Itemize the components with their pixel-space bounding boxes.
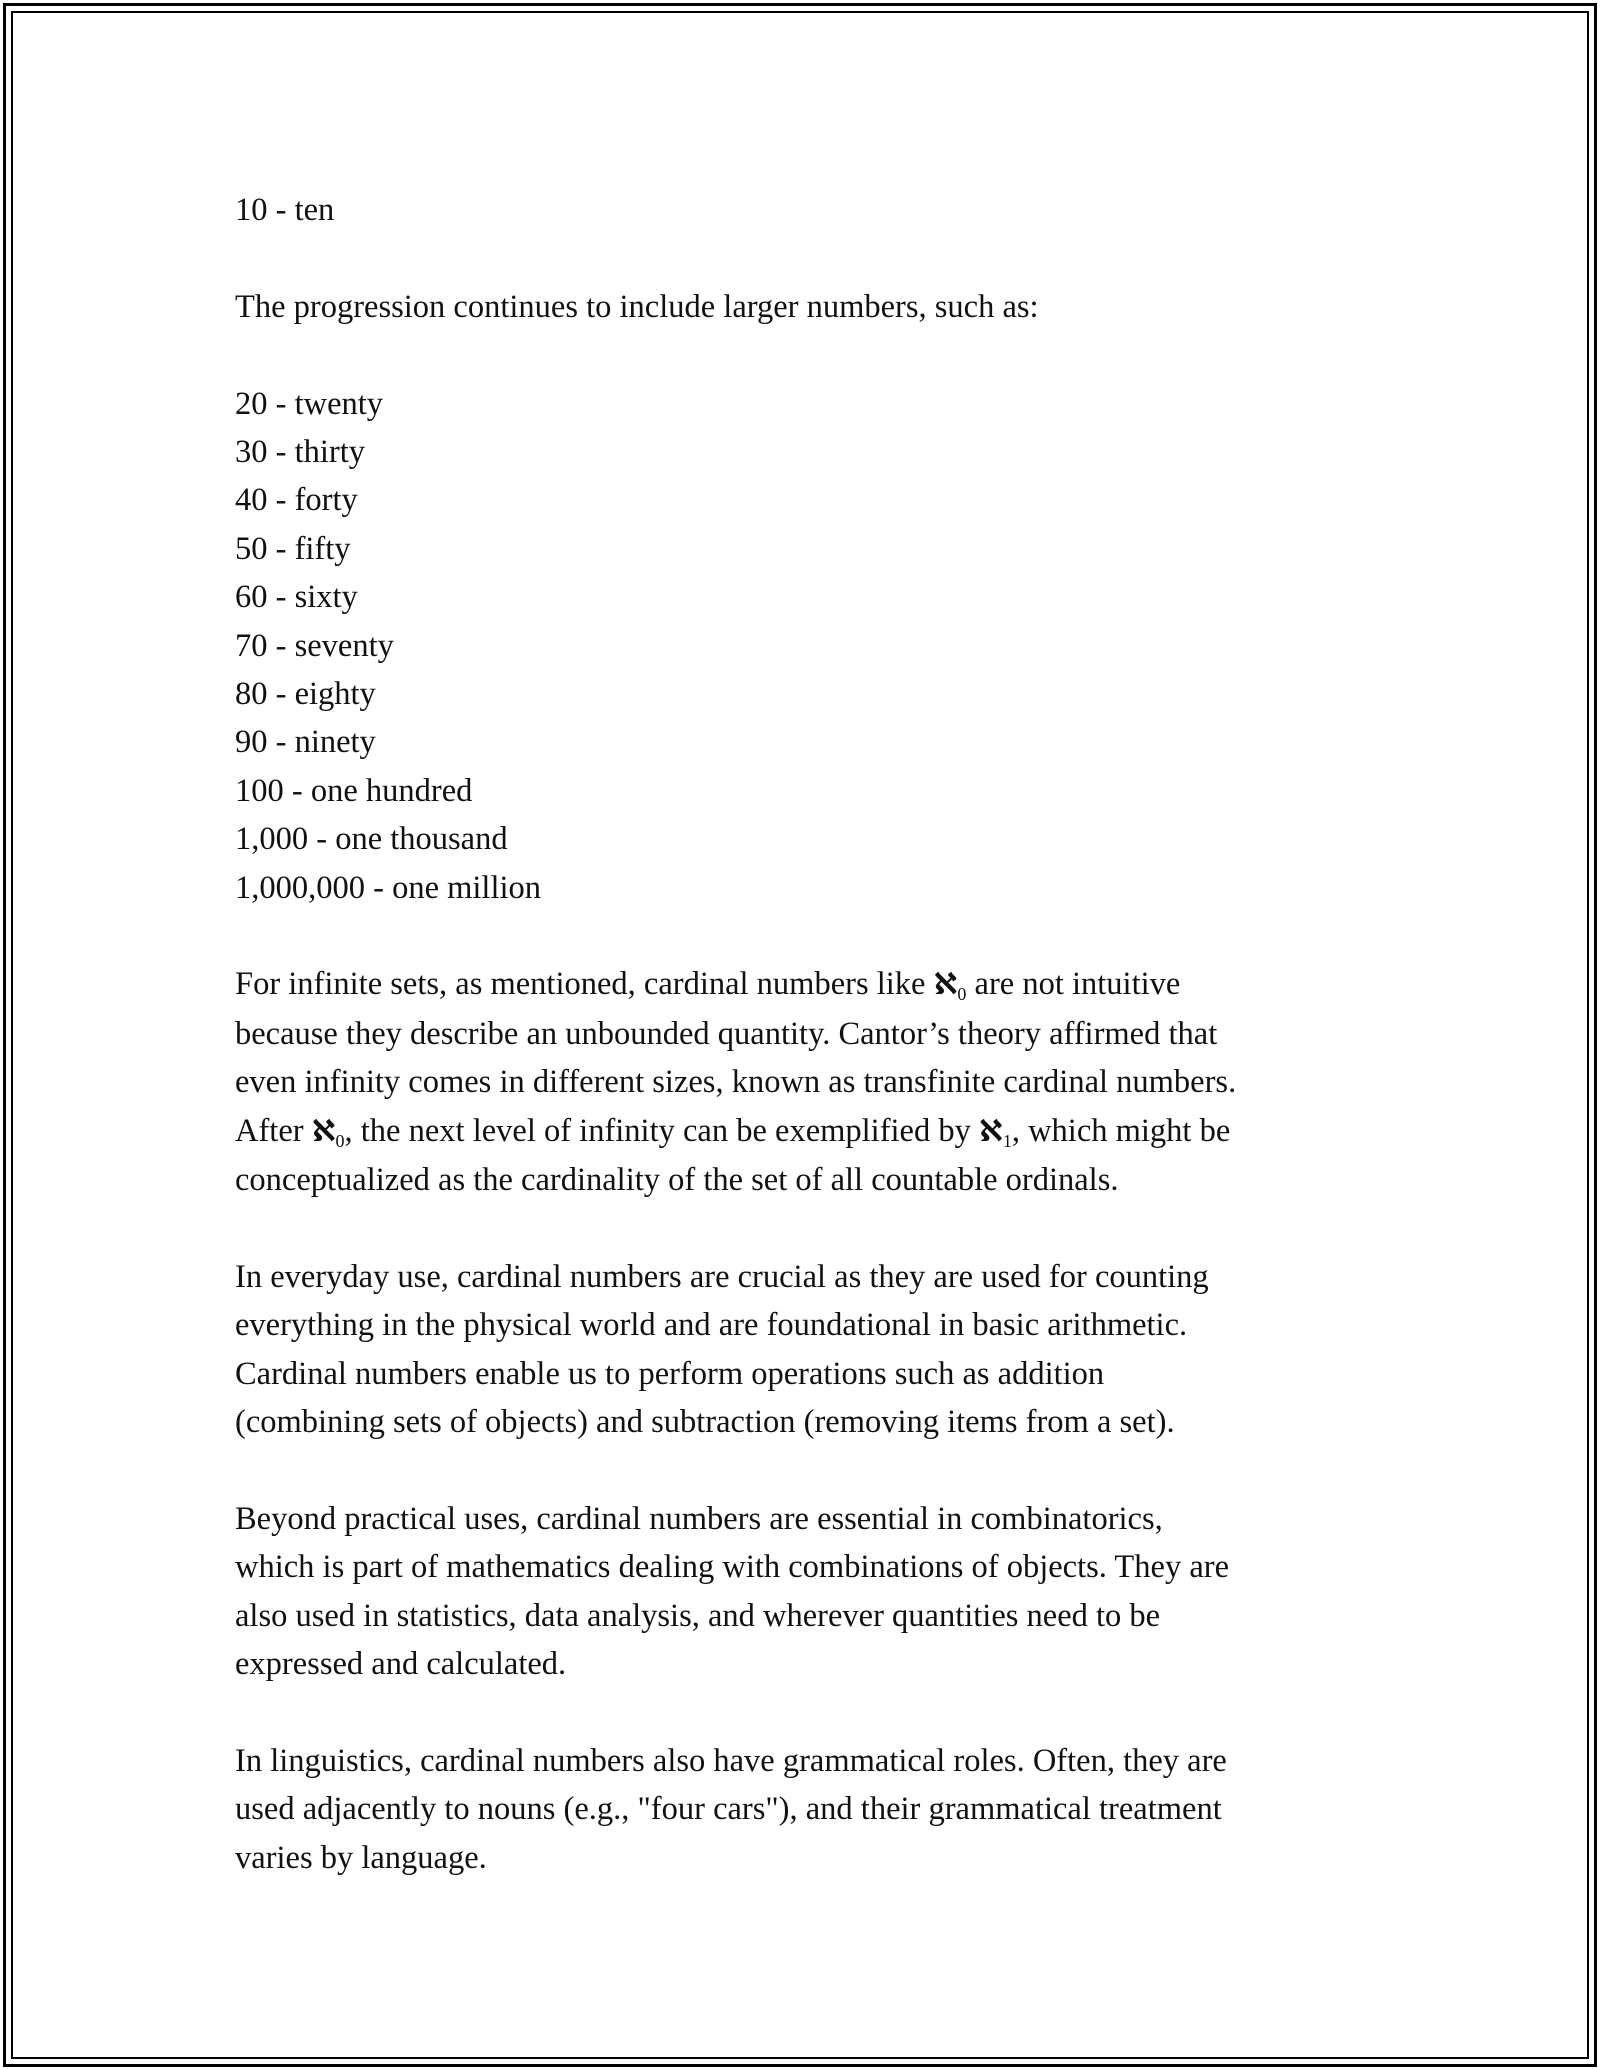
text-run: , the next level of infinity can be exemplified by — [344, 1112, 979, 1149]
paragraph-line: In linguistics, cardinal numbers also have grammatical roles. Often, they are — [235, 1742, 1227, 1779]
list-item: 20 - twenty — [235, 385, 384, 422]
paragraph-line: because they describe an unbounded quantity. Cantor’s theory affirmed that — [235, 1015, 1218, 1052]
progression-intro: The progression continues to include larger numbers, such as: — [235, 288, 1039, 325]
list-item: 1,000,000 - one million — [235, 869, 542, 906]
linguistics-paragraph — [235, 1737, 1375, 1882]
aleph-symbol: ℵ — [933, 967, 958, 1003]
paragraph-line: Cardinal numbers enable us to perform operations such as addition — [235, 1355, 1105, 1392]
paragraph-line: varies by language. — [235, 1839, 487, 1876]
list-item: 100 - one hundred — [235, 772, 473, 809]
list-item: 60 - sixty — [235, 579, 358, 616]
subscript-zero: 0 — [335, 1130, 345, 1151]
intro-line: 10 - ten — [235, 192, 335, 228]
paragraph-line: conceptualized as the cardinality of the set of all countable ordinals. — [235, 1162, 1119, 1199]
list-item: 30 - thirty — [235, 434, 365, 470]
paragraph-line: also used in statistics, data analysis, and wherever quantities need to be — [235, 1597, 1161, 1634]
aleph-symbol: ℵ — [978, 1113, 1003, 1149]
paragraph-line: Beyond practical uses, cardinal numbers are essential in combinatorics, — [235, 1500, 1163, 1537]
document-page — [235, 186, 1375, 1882]
paragraph-line: used adjacently to nouns (e.g., "four cars"), and their grammatical treatment — [235, 1791, 1222, 1828]
aleph-symbol: ℵ — [311, 1113, 336, 1149]
paragraph-line: (combining sets of objects) and subtraction (removing items from a set). — [235, 1404, 1175, 1441]
paragraph-line: which is part of mathematics dealing with combinations of objects. They are — [235, 1549, 1229, 1586]
paragraph-spacer — [235, 1204, 1375, 1252]
paragraph-line: even infinity comes in different sizes, known as transfinite cardinal numbers. — [235, 1064, 1237, 1101]
text-run: , which might be — [1011, 1112, 1231, 1149]
list-item: 50 - fifty — [235, 530, 351, 567]
text-run: For infinite sets, as mentioned, cardinal numbers like — [235, 966, 934, 1003]
list-item: 40 - forty — [235, 482, 358, 519]
text-run: After — [235, 1112, 312, 1149]
list-item: 90 - ninety — [235, 724, 376, 761]
number-list — [235, 380, 1375, 912]
paragraph-line: expressed and calculated. — [235, 1646, 567, 1683]
list-item: 70 - seventy — [235, 627, 394, 664]
paragraph-spacer — [235, 1447, 1375, 1495]
paragraph-line — [235, 1107, 1375, 1156]
paragraph-spacer — [235, 331, 1375, 379]
paragraph-line: In everyday use, cardinal numbers are crucial as they are used for counting — [235, 1258, 1209, 1295]
list-item: 1,000 - one thousand — [235, 821, 508, 858]
text-run: are not intuitive — [966, 966, 1181, 1003]
paragraph-line — [235, 960, 1375, 1009]
subscript-zero: 0 — [957, 984, 967, 1005]
infinite-sets-paragraph — [235, 960, 1375, 1204]
everyday-use-paragraph — [235, 1253, 1375, 1447]
paragraph-spacer — [235, 912, 1375, 960]
list-item: 80 - eighty — [235, 676, 376, 713]
paragraph-line: everything in the physical world and are foundational in basic arithmetic. — [235, 1307, 1188, 1344]
paragraph-spacer — [235, 1689, 1375, 1737]
subscript-one: 1 — [1002, 1130, 1012, 1151]
beyond-practical-paragraph — [235, 1495, 1375, 1689]
paragraph-spacer — [235, 234, 1375, 282]
